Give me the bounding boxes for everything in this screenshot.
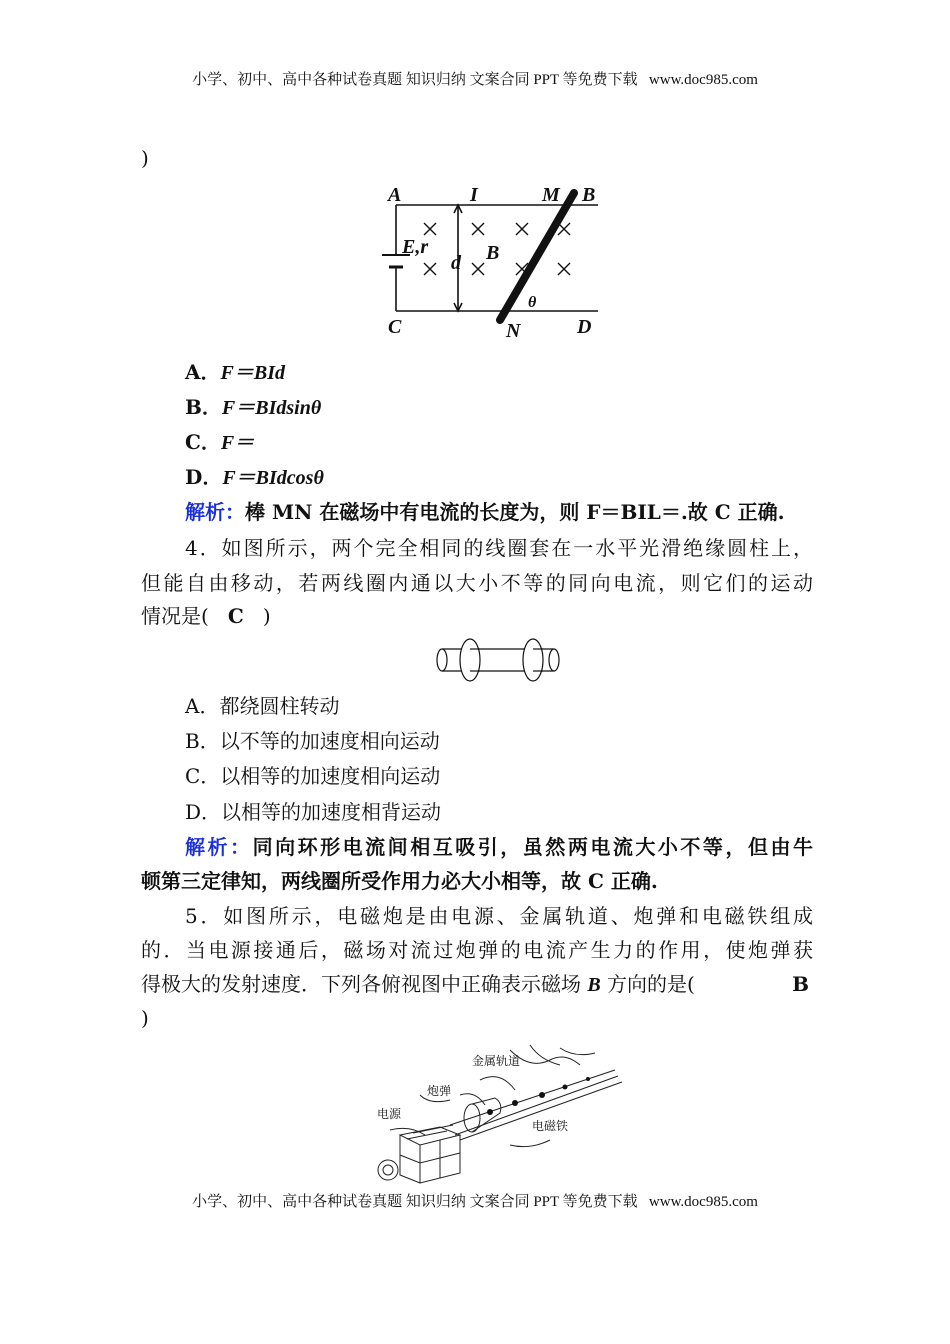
page-footer: 小学、初中、高中各种试卷真题 知识归纳 文案合同 PPT 等免费下载 www.doc985.com xyxy=(192,1194,758,1210)
q4-analysis-line-2: 顿第三定律知，两线圈所受作用力必大小相等，故 C 正确. xyxy=(141,869,658,893)
label-rail: 金属轨道 xyxy=(472,1054,521,1068)
label-er: E,r xyxy=(402,236,429,258)
rod-mn xyxy=(500,193,574,320)
q4-coil-figure xyxy=(430,635,570,685)
label-d: d xyxy=(451,252,461,274)
q5-line-1: 5．如图所示，电磁炮是由电源、金属轨道、炮弹和电磁铁组成 xyxy=(185,904,813,928)
label-b-corner: B xyxy=(582,184,596,206)
q4-line-1: 4．如图所示，两个完全相同的线圈套在一水平光滑绝缘圆柱上， xyxy=(185,536,813,560)
page-header: 小学、初中、高中各种试卷真题 知识归纳 文案合同 PPT 等免费下载 www.doc985.com xyxy=(192,72,758,88)
q3-tail: ) xyxy=(141,146,149,170)
q3-analysis: 解析：棒 MN 在磁场中有电流的长度为，则 F＝BIL＝.故 C 正确. xyxy=(185,500,785,524)
q5-railgun-figure xyxy=(360,1040,630,1190)
label-theta: θ xyxy=(528,294,537,311)
q4-analysis-line-1: 解析：同向环形电流间相互吸引，虽然两电流大小不等，但由牛 xyxy=(185,835,814,859)
q4-option-c: C．以相等的加速度相向运动 xyxy=(185,764,441,788)
q3-option-b: B．F＝BIdsinθ xyxy=(185,395,322,419)
q5-answer: B xyxy=(792,972,809,996)
label-a: A xyxy=(388,184,402,206)
label-shell: 炮弹 xyxy=(427,1084,452,1098)
q5-line-2: 的．当电源接通后，磁场对流过炮弹的电流产生力的作用，使炮弹获 xyxy=(141,938,813,962)
q4-answer: C xyxy=(227,604,244,628)
label-d-corner: D xyxy=(577,316,592,338)
q4-option-d: D．以相等的加速度相背运动 xyxy=(185,800,442,824)
q3-option-a: A．F＝BId xyxy=(185,360,285,384)
q3-option-c: C．F＝ xyxy=(185,430,255,454)
label-n: N xyxy=(506,320,521,342)
label-b-field: B xyxy=(486,242,500,264)
q5-tail: ) xyxy=(141,1006,149,1030)
label-c: C xyxy=(388,316,402,338)
label-magnet: 电磁铁 xyxy=(532,1119,569,1133)
q4-option-a: A．都绕圆柱转动 xyxy=(185,694,340,718)
q4-line-3: 情况是( C ) xyxy=(141,604,271,628)
q3-option-d: D．F＝BIdcosθ xyxy=(185,465,324,489)
q3-circuit-figure xyxy=(370,175,620,345)
label-power: 电源 xyxy=(377,1107,402,1121)
q5-line-3: 得极大的发射速度．下列各俯视图中正确表示磁场 B 方向的是( B xyxy=(141,972,809,996)
label-m: M xyxy=(542,184,560,206)
label-i: I xyxy=(470,184,478,206)
q4-line-2: 但能自由移动，若两线圈内通以大小不等的同向电流，则它们的运动 xyxy=(141,571,813,595)
q4-option-b: B．以不等的加速度相向运动 xyxy=(185,729,440,753)
